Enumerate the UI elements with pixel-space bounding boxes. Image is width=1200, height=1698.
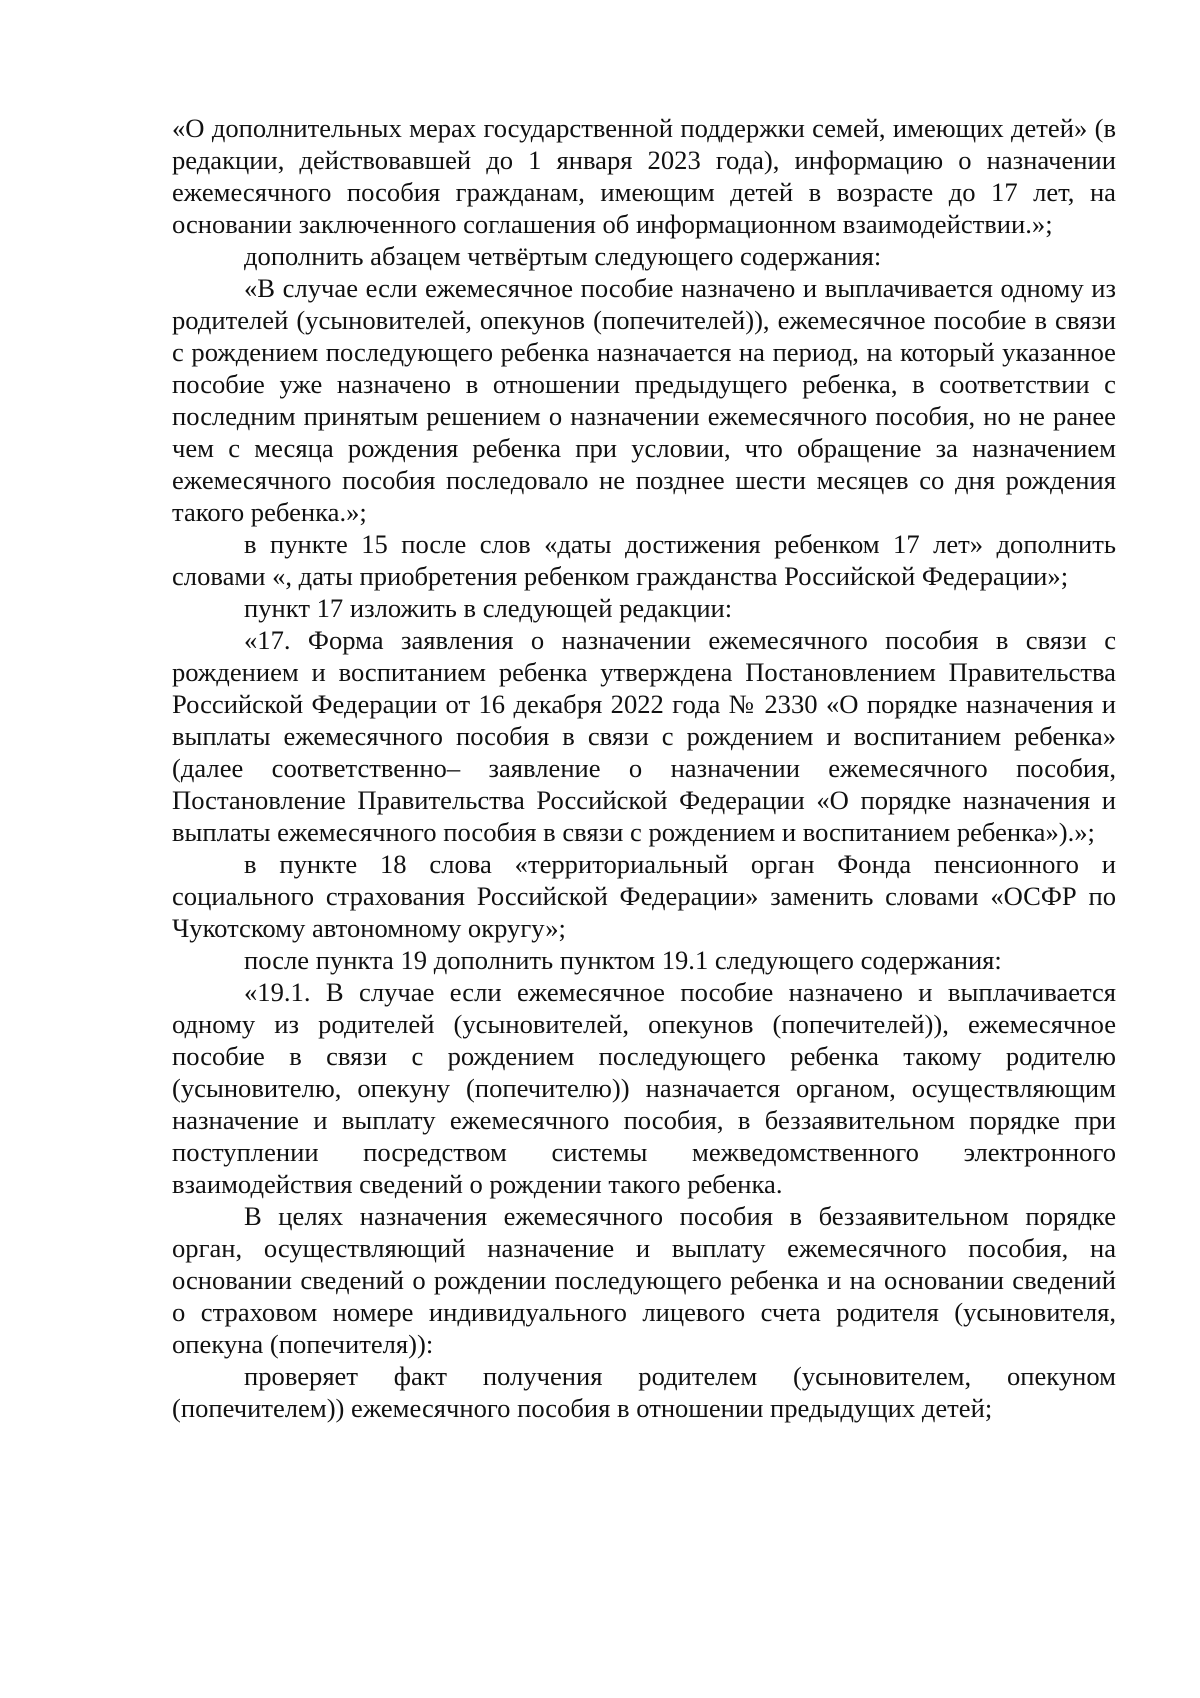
paragraph-8: после пункта 19 дополнить пунктом 19.1 следующего содержания:	[244, 945, 1002, 975]
paragraph-10: В целях назначения ежемесячного пособия в беззаявительном порядке орган, осуществляющий назначение и выплату ежемесячного пособия, на основании сведений о рождении последующего ребенка и на основании сведений о страховом номере индивидуального лицевого счета родителя (усыновителя, опекуна (попечителя)):	[172, 1201, 1116, 1359]
paragraph-2: дополнить абзацем четвёртым следующего содержания:	[244, 241, 882, 271]
paragraph-4: в пункте 15 после слов «даты достижения ребенком 17 лет» дополнить словами «, даты приобретения ребенком гражданства Российской Федерации»;	[172, 529, 1116, 591]
paragraph-11: проверяет факт получения родителем (усыновителем, опекуном (попечителем)) ежемесячного пособия в отношении предыдущих детей;	[172, 1361, 1116, 1423]
paragraph-3: «В случае если ежемесячное пособие назначено и выплачивается одному из родителей (усыновителей, опекунов (попечителей)), ежемесячное пособие в связи с рождением последующего ребенка назначается на период, на который указанное пособие уже назначено в отношении предыдущего ребенка, в соответствии с последним принятым решением о назначении ежемесячного пособия, но не ранее чем с месяца рождения ребенка при условии, что обращение за назначением ежемесячного пособия последовало не позднее шести месяцев со дня рождения такого ребенка.»;	[172, 273, 1116, 527]
document-page	[172, 112, 1116, 1424]
paragraph-7: в пункте 18 слова «территориальный орган Фонда пенсионного и социального страхования Российской Федерации» заменить словами «ОСФР по Чукотскому автономному округу»;	[172, 849, 1116, 943]
paragraph-5: пункт 17 изложить в следующей редакции:	[244, 593, 733, 623]
paragraph-1: «О дополнительных мерах государственной поддержки семей, имеющих детей» (в редакции, действовавшей до 1 января 2023 года), информацию о назначении ежемесячного пособия гражданам, имеющим детей в возрасте до 17 лет, на основании заключенного соглашения об информационном взаимодействии.»;	[172, 113, 1116, 239]
paragraph-6: «17. Форма заявления о назначении ежемесячного пособия в связи с рождением и воспитанием ребенка утверждена Постановлением Правительства Российской Федерации от 16 декабря 2022 года № 2330 «О порядке назначения и выплаты ежемесячного пособия в связи с рождением и воспитанием ребенка» (далее соответственно– заявление о назначении ежемесячного пособия, Постановление Правительства Российской Федерации «О порядке назначения и выплаты ежемесячного пособия в связи с рождением и воспитанием ребенка»).»;	[172, 625, 1116, 847]
paragraph-9: «19.1. В случае если ежемесячное пособие назначено и выплачивается одному из родителей (усыновителей, опекунов (попечителей)), ежемесячное пособие в связи с рождением последующего ребенка такому родителю (усыновителю, опекуну (попечителю)) назначается органом, осуществляющим назначение и выплату ежемесячного пособия, в беззаявительном порядке при поступлении посредством системы межведомственного электронного взаимодействия сведений о рождении такого ребенка.	[172, 977, 1116, 1199]
